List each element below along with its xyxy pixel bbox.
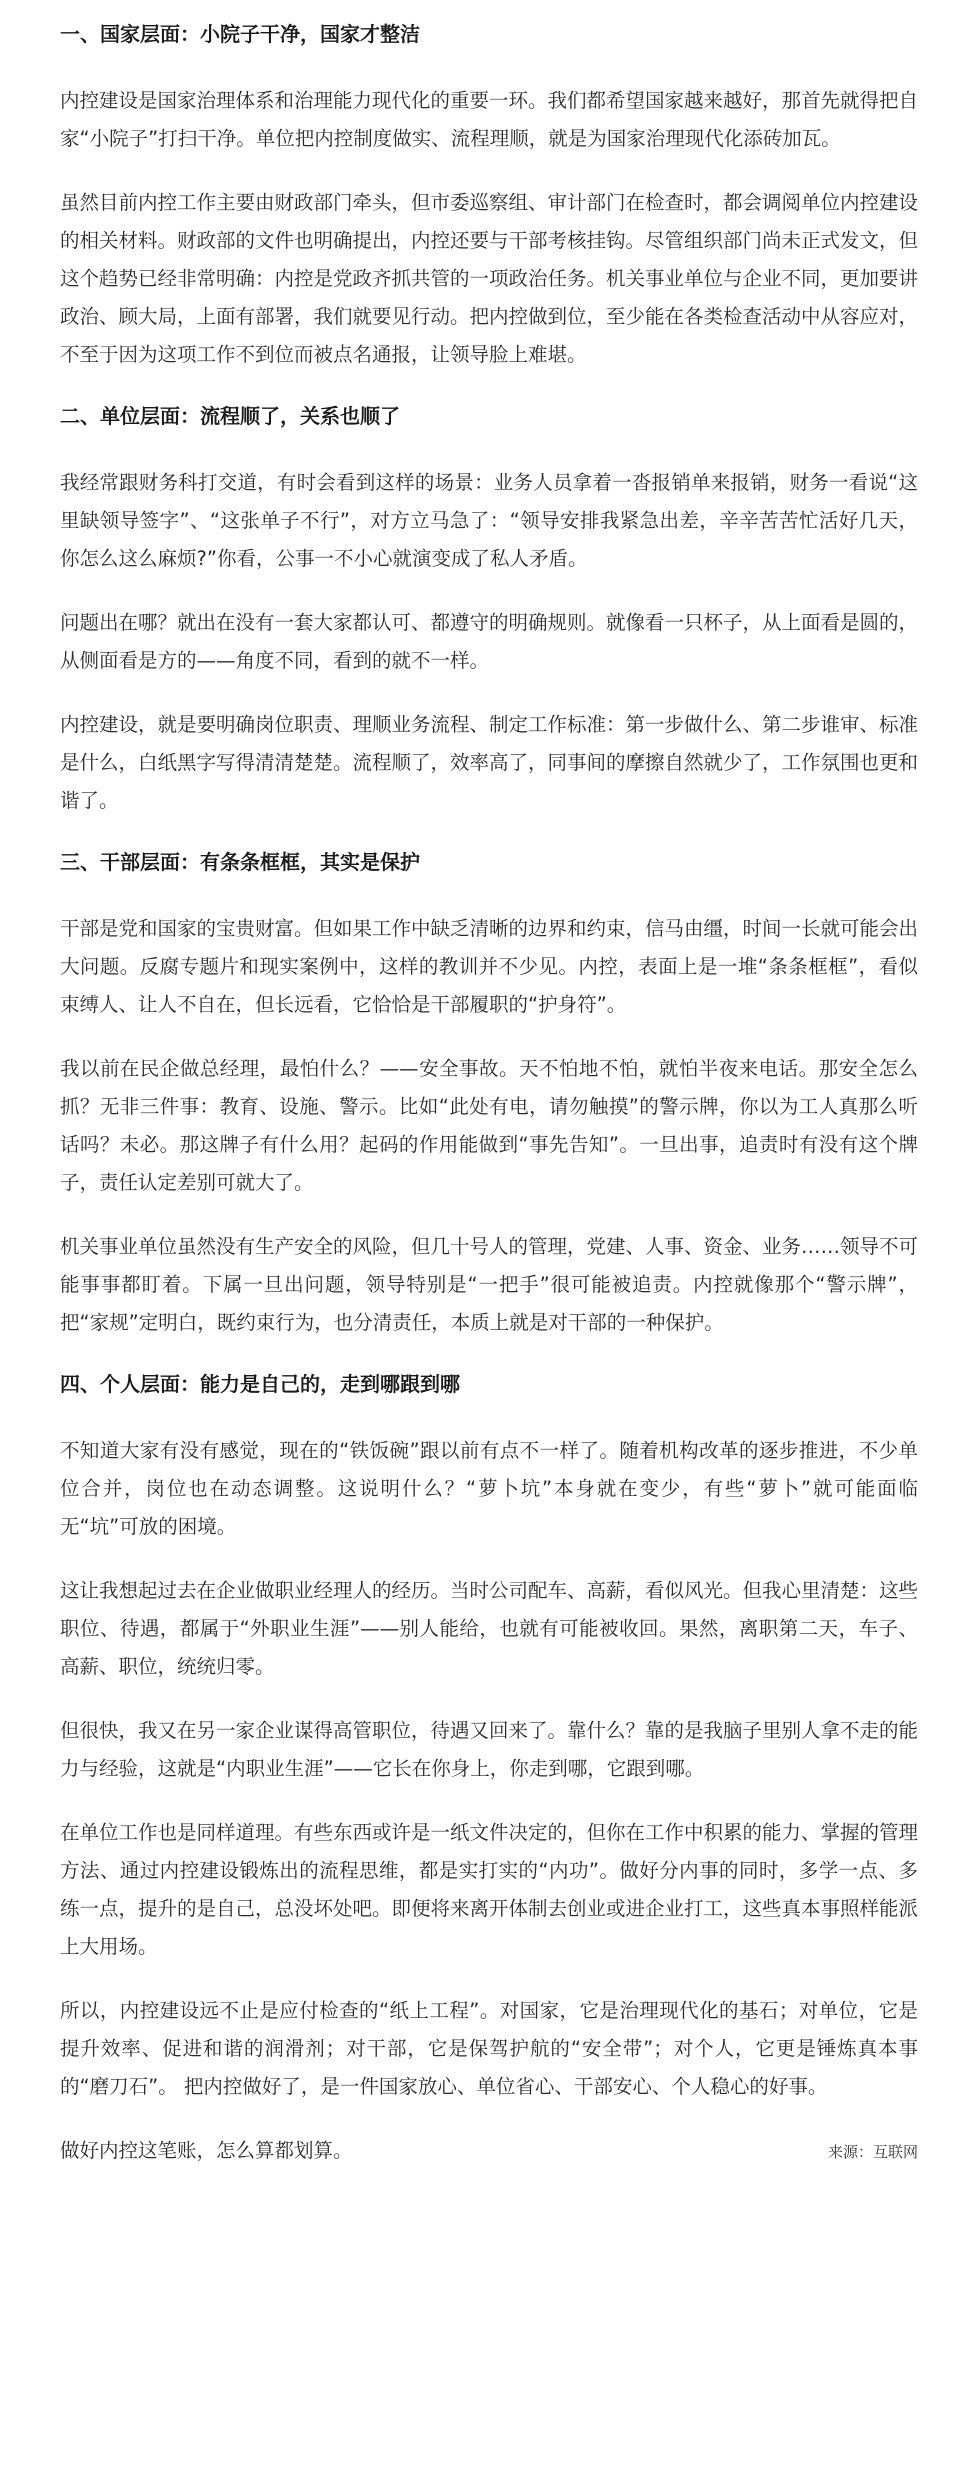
closing-row	[60, 2132, 918, 2171]
paragraph: 内控建设是国家治理体系和治理能力现代化的重要一环。我们都希望国家越来越好，那首先就得把自家“小院子”打扫干净。单位把内控制度做实、流程理顺，就是为国家治理现代化添砖加瓦。	[60, 89, 919, 150]
paragraph: 但很快，我又在另一家企业谋得高管职位，待遇又回来了。靠什么？靠的是我脑子里别人拿不走的能力与经验，这就是“内职业生涯”——它长在你身上，你走到哪，它跟到哪。	[60, 1719, 919, 1780]
paragraph: 在单位工作也是同样道理。有些东西或许是一纸文件决定的，但你在工作中积累的能力、掌握的管理方法、通过内控建设锻炼出的流程思维，都是实打实的“内功”。做好分内事的同时，多学一点、多练一点，提升的是自己，总没坏处吧。即便将来离开体制去创业或进企业打工，这些真本事照样能派上大用场。	[60, 1821, 919, 1958]
paragraph: 内控建设，就是要明确岗位职责、理顺业务流程、制定工作标准：第一步做什么、第二步谁审、标准是什么，白纸黑字写得清清楚楚。流程顺了，效率高了，同事间的摩擦自然就少了，工作氛围也更和谐了。	[60, 713, 919, 812]
section-heading-unit: 二、单位层面：流程顺了，关系也顺了	[60, 404, 400, 428]
section-heading-personal: 四、个人层面：能力是自己的，走到哪跟到哪	[60, 1372, 460, 1396]
section-heading-cadre: 三、干部层面：有条条框框，其实是保护	[60, 850, 420, 874]
section-heading-national: 一、国家层面：小院子干净，国家才整洁	[60, 22, 420, 46]
closing-line: 做好内控这笔账，怎么算都划算。	[60, 2139, 353, 2162]
paragraph: 机关事业单位虽然没有生产安全的风险，但几十号人的管理，党建、人事、资金、业务……领导不可能事事都盯着。下属一旦出问题，领导特别是“一把手”很可能被追责。内控就像那个“警示牌”，把“家规”定明白，既约束行为，也分清责任，本质上就是对干部的一种保护。	[60, 1235, 919, 1334]
paragraph: 所以，内控建设远不止是应付检查的“纸上工程”。对国家，它是治理现代化的基石；对单位，它是提升效率、促进和谐的润滑剂；对干部，它是保驾护航的“安全带”；对个人，它更是锤炼真本事的“磨刀石”。 把内控做好了，是一件国家放心、单位省心、干部安心、个人稳心的好事。	[60, 1999, 918, 2098]
paragraph: 这让我想起过去在企业做职业经理人的经历。当时公司配车、高薪，看似风光。但我心里清楚：这些职位、待遇，都属于“外职业生涯”——别人能给，也就有可能被收回。果然，离职第二天，车子、高薪、职位，统统归零。	[60, 1579, 919, 1678]
paragraph: 我经常跟财务科打交道，有时会看到这样的场景：业务人员拿着一沓报销单来报销，财务一看说“这里缺领导签字”、“这张单子不行”，对方立马急了：“领导安排我紧急出差，辛辛苦苦忙活好几天，你怎么这么麻烦?”你看，公事一不小心就演变成了私人矛盾。	[60, 471, 918, 570]
paragraph: 问题出在哪？就出在没有一套大家都认可、都遵守的明确规则。就像看一只杯子，从上面看是圆的，从侧面看是方的——角度不同，看到的就不一样。	[60, 611, 919, 672]
source-credit: 来源：互联网	[827, 2143, 918, 2161]
paragraph: 干部是党和国家的宝贵财富。但如果工作中缺乏清晰的边界和约束，信马由缰，时间一长就可能会出大问题。反腐专题片和现实案例中，这样的教训并不少见。内控，表面上是一堆“条条框框”，看似束缚人、让人不自在，但长远看，它恰恰是干部履职的“护身符”。	[60, 917, 919, 1016]
paragraph: 不知道大家有没有感觉，现在的“铁饭碗”跟以前有点不一样了。随着机构改革的逐步推进，不少单位合并，岗位也在动态调整。这说明什么？“萝卜坑”本身就在变少，有些“萝卜”就可能面临无“坑”可放的困境。	[60, 1439, 918, 1538]
paragraph: 虽然目前内控工作主要由财政部门牵头，但市委巡察组、审计部门在检查时，都会调阅单位内控建设的相关材料。财政部的文件也明确提出，内控还要与干部考核挂钩。尽管组织部门尚未正式发文，但这个趋势已经非常明确：内控是党政齐抓共管的一项政治任务。机关事业单位与企业不同，更加要讲政治、顾大局，上面有部署，我们就要见行动。把内控做到位，至少能在各类检查活动中从容应对，不至于因为这项工作不到位而被点名通报，让领导脸上难堪。	[60, 191, 919, 366]
paragraph: 我以前在民企做总经理，最怕什么？——安全事故。天不怕地不怕，就怕半夜来电话。那安全怎么抓？无非三件事：教育、设施、警示。比如“此处有电，请勿触摸”的警示牌，你以为工人真那么听话吗？未必。那这牌子有什么用？起码的作用能做到“事先告知”。一旦出事，追责时有没有这个牌子，责任认定差别可就大了。	[60, 1057, 918, 1194]
